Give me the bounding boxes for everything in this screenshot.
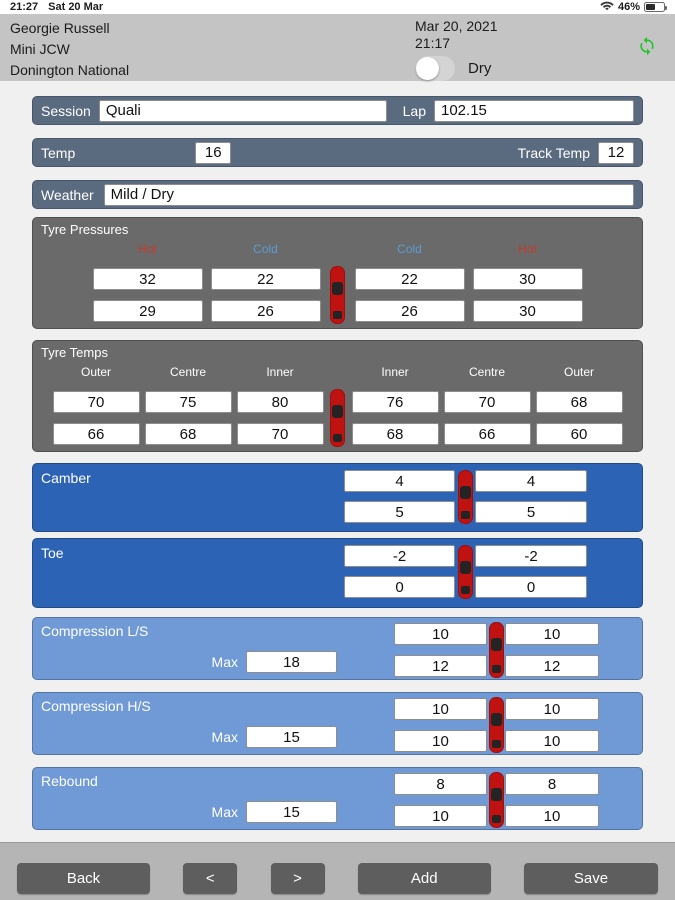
tyre-pressures-title: Tyre Pressures (41, 222, 129, 237)
car-top-view-icon (455, 470, 475, 523)
lap-label: Lap (402, 102, 426, 119)
temp-front-inner-left-input[interactable] (237, 391, 324, 413)
weather-input[interactable] (104, 184, 634, 206)
compression-ls-panel (32, 617, 643, 680)
session-row (32, 96, 643, 125)
pressure-front-right-cold-input[interactable] (355, 268, 465, 290)
max-label: Max (211, 654, 238, 670)
car-top-view-icon (487, 623, 505, 677)
compression-hs-front-left-input[interactable] (394, 698, 487, 720)
tyre-pressures-panel (32, 217, 643, 329)
temp-front-outer-right-input[interactable] (536, 391, 623, 413)
rebound-rear-left-input[interactable] (394, 805, 487, 827)
tyre-temps-title: Tyre Temps (41, 345, 108, 360)
rebound-front-left-input[interactable] (394, 773, 487, 795)
app-header (0, 14, 675, 81)
col-header-outer-left: Outer (80, 365, 111, 379)
footer-toolbar (0, 842, 675, 900)
rebound-rear-right-input[interactable] (505, 805, 599, 827)
col-header-cold-left: Cold (253, 242, 278, 256)
camber-rear-left-input[interactable] (344, 501, 455, 523)
compression-ls-max-input[interactable] (246, 651, 337, 673)
session-time: 21:17 (415, 35, 451, 51)
tyre-temps-panel (32, 340, 643, 452)
car-model: Mini JCW (10, 41, 70, 57)
dry-wet-toggle[interactable] (415, 56, 455, 81)
date-text: Sat 20 Mar (48, 1, 104, 13)
pressure-rear-right-hot-input[interactable] (473, 300, 583, 322)
compression-hs-front-right-input[interactable] (505, 698, 599, 720)
temp-input[interactable] (195, 142, 231, 164)
track-temp-input[interactable] (598, 142, 634, 164)
rebound-front-right-input[interactable] (505, 773, 599, 795)
compression-hs-rear-right-input[interactable] (505, 730, 599, 752)
car-top-view-icon (455, 545, 475, 598)
car-top-view-icon (487, 698, 505, 752)
toggle-knob (416, 57, 439, 80)
previous-button[interactable]: < (183, 863, 237, 894)
car-top-view-icon (329, 268, 347, 322)
toe-rear-right-input[interactable] (475, 576, 587, 598)
refresh-icon[interactable] (637, 36, 657, 61)
compression-ls-label: Compression L/S (41, 623, 149, 639)
col-header-cold-right: Cold (397, 242, 422, 256)
temp-front-centre-left-input[interactable] (145, 391, 232, 413)
rebound-panel (32, 767, 643, 830)
car-top-view-icon (329, 391, 347, 445)
compression-hs-rear-left-input[interactable] (394, 730, 487, 752)
temp-rear-outer-left-input[interactable] (53, 423, 140, 445)
pressure-front-left-cold-input[interactable] (211, 268, 321, 290)
weather-row (32, 180, 643, 209)
col-header-centre-left: Centre (169, 365, 207, 379)
col-header-hot-right: Hot (518, 242, 537, 256)
save-button[interactable]: Save (524, 863, 658, 894)
col-header-outer-right: Outer (563, 365, 594, 379)
toe-front-left-input[interactable] (344, 545, 455, 567)
toe-front-right-input[interactable] (475, 545, 587, 567)
back-button[interactable]: Back (17, 863, 150, 894)
session-input[interactable] (99, 100, 387, 122)
pressure-rear-right-cold-input[interactable] (355, 300, 465, 322)
col-header-inner-right: Inner (381, 365, 409, 379)
temp-rear-inner-left-input[interactable] (237, 423, 324, 445)
compression-ls-rear-right-input[interactable] (505, 655, 599, 677)
temp-front-inner-right-input[interactable] (352, 391, 439, 413)
condition-label: Dry (468, 60, 492, 77)
temp-rear-centre-left-input[interactable] (145, 423, 232, 445)
max-label: Max (211, 729, 238, 745)
temp-rear-inner-right-input[interactable] (352, 423, 439, 445)
col-header-inner-left: Inner (266, 365, 294, 379)
col-header-hot-left: Hot (138, 242, 157, 256)
camber-front-right-input[interactable] (475, 470, 587, 492)
battery-icon (644, 2, 665, 12)
rebound-max-input[interactable] (246, 801, 337, 823)
battery-percent: 46% (617, 1, 640, 13)
rebound-label: Rebound (41, 773, 98, 789)
temp-front-centre-right-input[interactable] (444, 391, 531, 413)
next-button[interactable]: > (271, 863, 325, 894)
pressure-front-right-hot-input[interactable] (473, 268, 583, 290)
toe-panel (32, 538, 643, 608)
track-name: Donington National (10, 62, 130, 78)
toe-rear-left-input[interactable] (344, 576, 455, 598)
compression-ls-front-left-input[interactable] (394, 623, 487, 645)
weather-label: Weather (41, 186, 94, 203)
lap-input[interactable] (434, 100, 634, 122)
camber-label: Camber (41, 470, 91, 486)
temp-front-outer-left-input[interactable] (53, 391, 140, 413)
clock-text: 21:27 (10, 1, 39, 13)
max-label: Max (211, 804, 238, 820)
session-date: Mar 20, 2021 (415, 18, 498, 34)
pressure-rear-left-cold-input[interactable] (211, 300, 321, 322)
compression-hs-panel (32, 692, 643, 755)
compression-ls-rear-left-input[interactable] (394, 655, 487, 677)
compression-ls-front-right-input[interactable] (505, 623, 599, 645)
camber-front-left-input[interactable] (344, 470, 455, 492)
pressure-front-left-hot-input[interactable] (93, 268, 203, 290)
camber-rear-right-input[interactable] (475, 501, 587, 523)
car-top-view-icon (487, 773, 505, 827)
setup-form (0, 81, 675, 842)
temp-rear-outer-right-input[interactable] (536, 423, 623, 445)
track-temp-label: Track Temp (517, 144, 590, 161)
toe-label: Toe (41, 545, 64, 561)
col-header-centre-right: Centre (468, 365, 506, 379)
temp-rear-centre-right-input[interactable] (444, 423, 531, 445)
wifi-icon (600, 0, 614, 14)
add-button[interactable]: Add (358, 863, 491, 894)
driver-name: Georgie Russell (10, 20, 110, 36)
temp-row (32, 138, 643, 167)
camber-panel (32, 463, 643, 532)
compression-hs-label: Compression H/S (41, 698, 151, 714)
compression-hs-max-input[interactable] (246, 726, 337, 748)
temp-label: Temp (41, 144, 76, 161)
status-bar (0, 0, 675, 14)
pressure-rear-left-hot-input[interactable] (93, 300, 203, 322)
session-label: Session (41, 102, 91, 119)
